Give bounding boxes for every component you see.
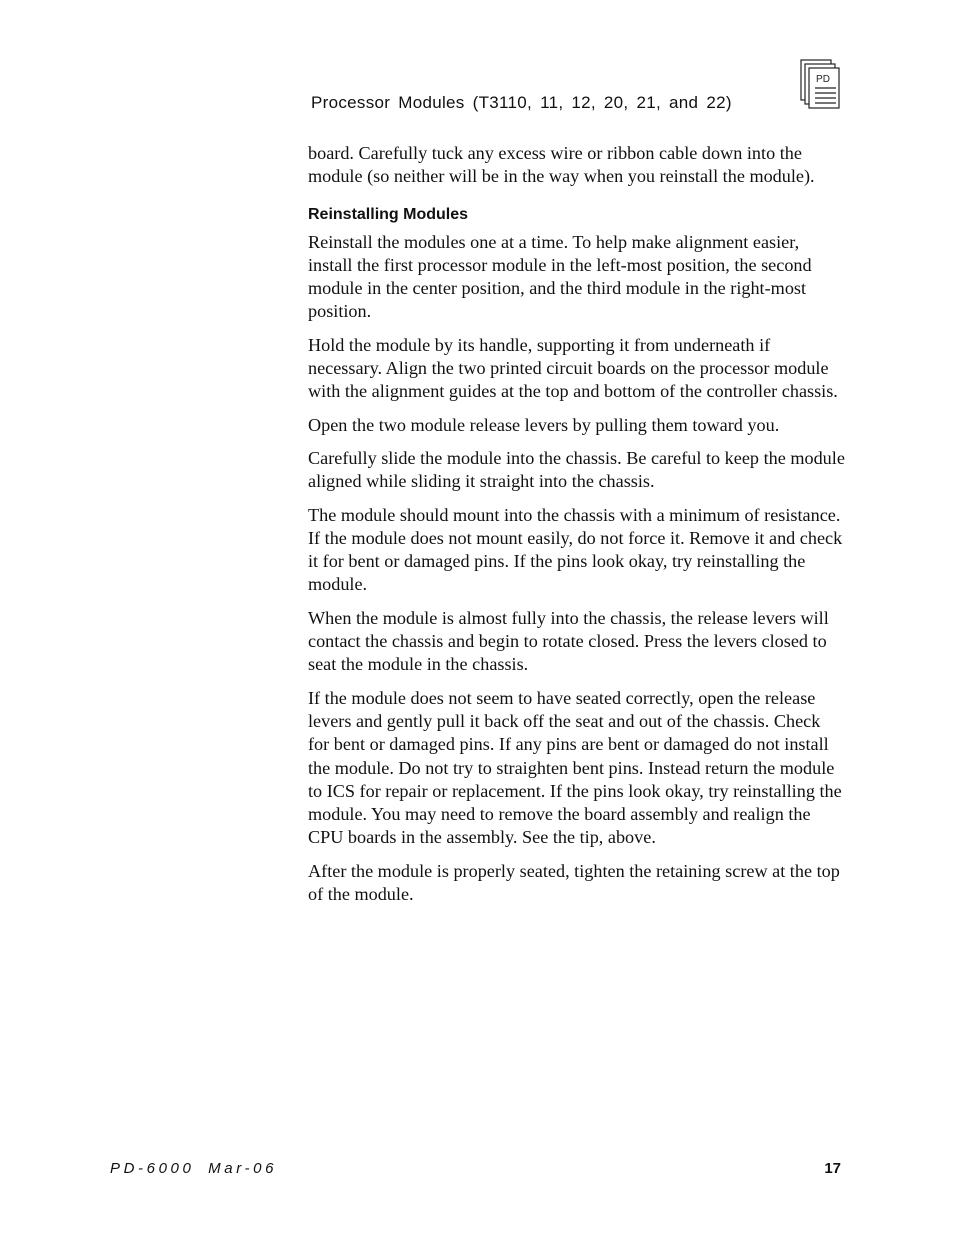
body-paragraph: Reinstall the modules one at a time. To help make alignment easier, install the first processor module in the left-most position, the second module in the center position, and the third module in the right-most position. bbox=[308, 231, 812, 322]
page-body bbox=[308, 142, 846, 916]
body-paragraph: The module should mount into the chassis with a minimum of resistance. If the module does not mount easily, do not force it. Remove it and check it for bent or damaged pins. If the pins look okay, try reinstalling the module. bbox=[308, 504, 843, 595]
pd-icon-label: PD bbox=[816, 74, 830, 85]
body-paragraph: Carefully slide the module into the chassis. Be careful to keep the module aligned while sliding it straight into the chassis. bbox=[308, 447, 845, 492]
section-heading: Reinstalling Modules bbox=[308, 205, 469, 223]
body-paragraph: If the module does not seem to have seated correctly, open the release levers and gently pull it back off the seat and out of the chassis. Check for bent or damaged pins. If any pins are bent or damaged do not install the module. Do not try to straighten bent pins. Instead return the module to ICS for repair or replacement. If the pins look okay, try reinstalling the module. You may need to remove the board assembly and realign the CPU boards in the assembly. See the tip, above. bbox=[308, 687, 842, 848]
page-header-title: Processor Modules (T3110, 11, 12, 20, 21, and 22) bbox=[311, 93, 732, 112]
body-paragraph: When the module is almost fully into the chassis, the release levers will contact the chassis and begin to rotate closed. Press the levers closed to seat the module in the chassis. bbox=[308, 607, 829, 675]
pd-document-icon bbox=[800, 59, 842, 111]
body-paragraph: After the module is properly seated, tighten the retaining screw at the top of the module. bbox=[308, 860, 840, 905]
body-paragraph: Open the two module release levers by pulling them toward you. bbox=[308, 414, 780, 435]
footer-doc-id: PD-6000 Mar-06 bbox=[110, 1160, 278, 1177]
body-paragraph: Hold the module by its handle, supporting it from underneath if necessary. Align the two printed circuit boards on the processor module with the alignment guides at the top and bottom of the controller chassis. bbox=[308, 334, 838, 402]
intro-paragraph: board. Carefully tuck any excess wire or ribbon cable down into the module (so neither will be in the way when you reinstall the module). bbox=[308, 143, 815, 187]
footer-page-number: 17 bbox=[824, 1160, 841, 1177]
